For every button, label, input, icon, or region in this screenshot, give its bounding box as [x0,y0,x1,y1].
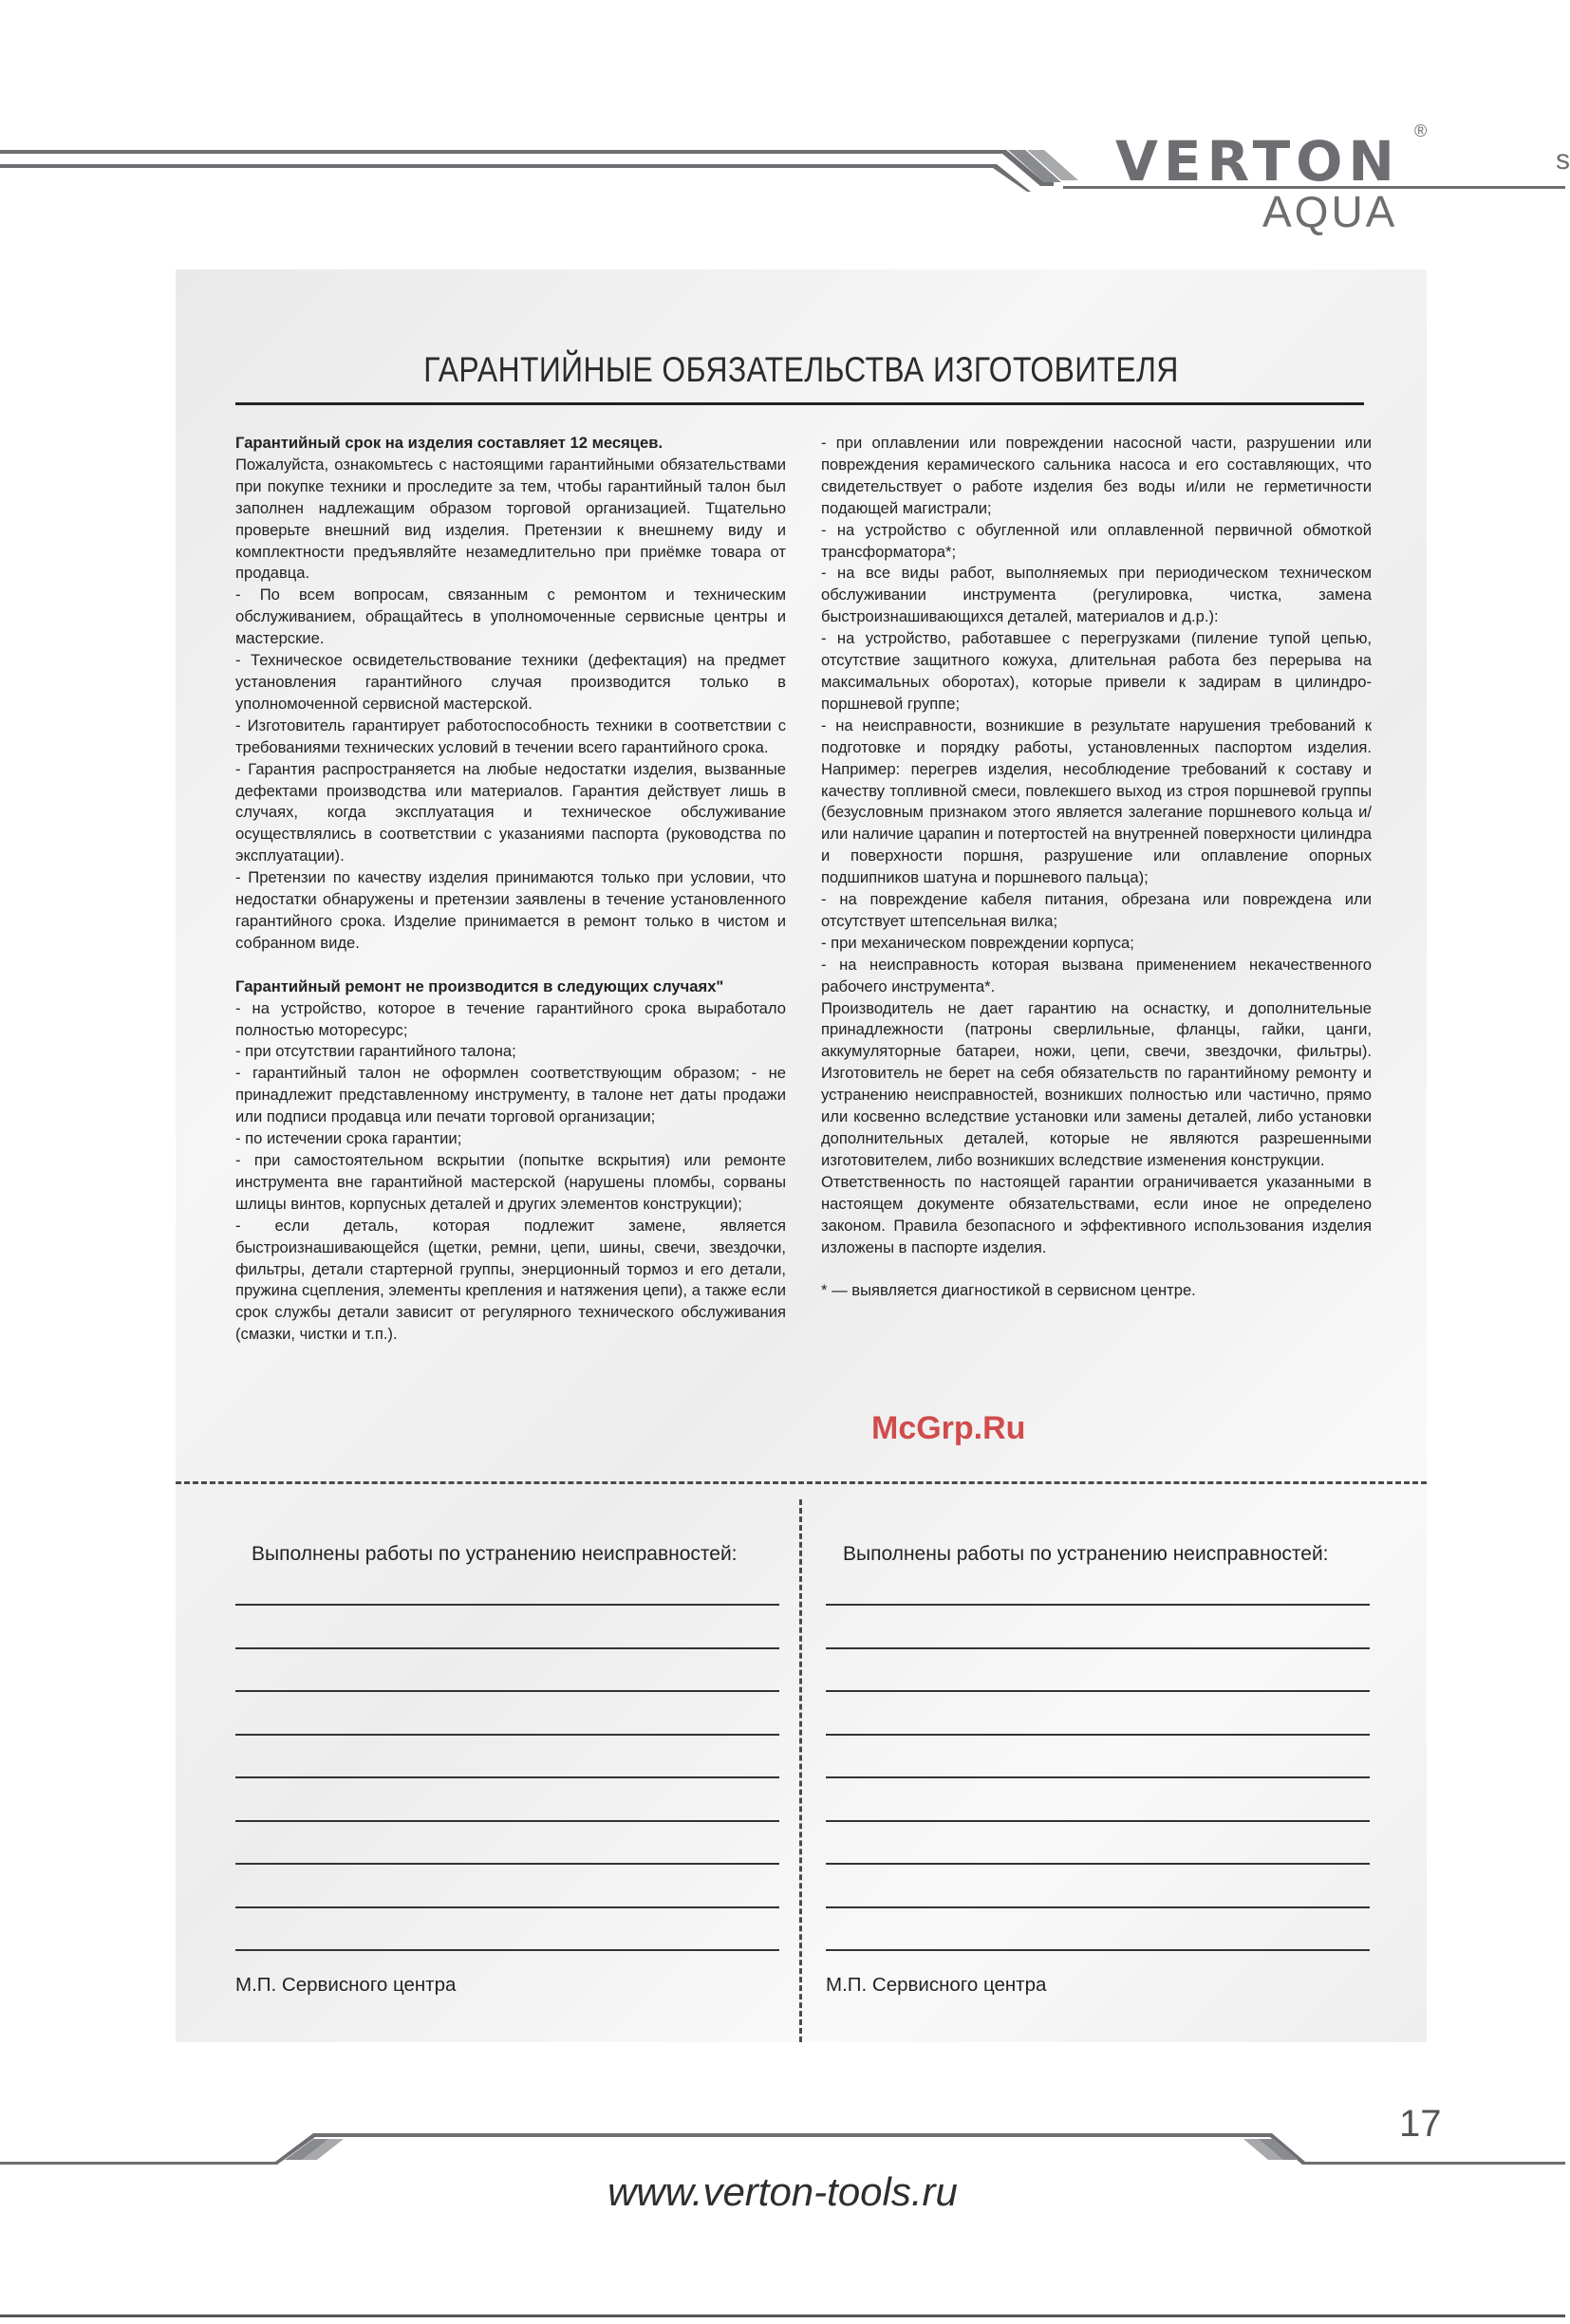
write-in-line[interactable] [826,1776,1370,1778]
paragraph: - если деталь, которая подлежит замене, является быстроизнашивающейся (щетки, ремни, цепи, шины, свечи, звездочки, фильтры, детали стартерной группы, энерционный тормоз и его детали, пружина сцепления, элементы крепления и натяжения цепи), а также если срок службы детали зависит от регулярного технического обслуживания (смазки, чистки и т.п.). [235,1216,786,1344]
paragraph: - Изготовитель гарантирует работоспособность техники в соответствии с требованиями технических условий в течении всего гарантийного срока. [235,716,786,756]
form-divider [799,1499,802,2042]
paragraph: * — выявляется диагностикой в сервисном центре. [821,1281,1196,1300]
paragraph: - на устройство с обугленной или оплавленной первичной обмоткой трансформатора*; [821,520,1372,561]
paragraph-gap [821,1258,1372,1280]
write-in-line[interactable] [235,1690,779,1692]
paragraph: Производитель не дает гарантию на оснастку, и дополнительные принадлежности (патроны сверлильные, фланцы, гайки, цанги, аккумуляторные батареи, ножи, цепи, свечи, звездочки, фильтры). Изготовитель не берет на себя обязательств по гарантийному ремонту и устранению неисправностей, возникших полностью или частично, прямо или косвенно вследствие установки или замены деталей, либо установки дополнительных деталей, которые не являются разрешенными изготовителем, либо возникших вследствие изменения конструкции. [821,998,1372,1169]
paragraph: - на повреждение кабеля питания, обрезана или повреждена или отсутствует штепсельная вилка; [821,890,1372,930]
brand-subline: AQUA [1262,187,1398,236]
write-in-line[interactable] [826,1820,1370,1822]
paragraph: - на неисправности, возникшие в результате нарушения требований к подготовке и порядку работы, установленных паспортом изделия. Например: перегрев изделия, несоблюдение требований к составу и качеству топливной смеси, повлекшего выход из строя поршневой группы (безусловным признаком этого является залегание поршневого кольца и/или наличие царапин и потертостей на внутренней поверхности цилиндра и поверхности поршня, разрушение или оплавление опорных подшипников шатуна и поршневого пальца); [821,716,1372,887]
page-number: 17 [1399,2103,1442,2145]
write-in-line[interactable] [826,1604,1370,1606]
paragraph: Ответственность по настоящей гарантии ограничивается указанными в настоящем документе обязательствами, если иное не определено законом. Правила безопасного и эффективного использования изделия изложены в паспорте изделия. [821,1172,1372,1256]
write-in-line[interactable] [235,1604,779,1606]
right-stamp-label: М.П. Сервисного центра [826,1974,1047,1996]
left-form-title: Выполнены работы по устранению неисправностей: [252,1543,738,1565]
watermark-text: McGrp.Ru [871,1410,1026,1446]
right-text-column [821,433,1372,1302]
paragraph-gap [235,955,786,976]
brand-name: VERTON [1115,129,1400,194]
cut-line [176,1481,1427,1484]
warranty-document [176,270,1427,2042]
paragraph: - по истечении срока гарантии; [235,1129,462,1148]
section-heading: Гарантийный ремонт не производится в следующих случаях" [235,976,724,995]
right-form-title: Выполнены работы по устранению неисправностей: [843,1543,1329,1565]
cropped-edge-glyph: s [1556,144,1570,176]
paragraph: - при механическом повреждении корпуса; [821,933,1134,952]
paragraph: - на устройство, работавшее с перегрузками (пиление тупой цепью, отсутствие защитного кожуха, длительная работа без перерыва на максимальных оборотах), которые привели к задирам в цилиндро-поршневой группе; [821,629,1372,713]
left-stamp-label: М.П. Сервисного центра [235,1974,457,1996]
paragraph: - на все виды работ, выполняемых при периодическом техническом обслуживании инструмента (регулировка, чистка, замена быстроизнашивающихся деталей, материалов и д.р.): [821,564,1372,626]
write-in-line[interactable] [826,1949,1370,1951]
paragraph: - на неисправность которая вызвана применением некачественного рабочего инструмента*. [821,955,1372,995]
document-title: ГАРАНТИЙНЫЕ ОБЯЗАТЕЛЬСТВА ИЗГОТОВИТЕЛЯ [423,350,1179,389]
paragraph: - при самостоятельном вскрытии (попытке вскрытия) или ремонте инструмента вне гарантийной мастерской (нарушены пломбы, сорваны шлицы винтов, корпусных деталей и других элементов конструкции); [235,1151,786,1213]
left-text-column [235,433,786,1346]
write-in-line[interactable] [235,1647,779,1649]
section-heading: Гарантийный срок на изделия составляет 12 месяцев. [235,434,664,452]
write-in-line[interactable] [826,1734,1370,1736]
paragraph: - По всем вопросам, связанным с ремонтом и техническим обслуживанием, обращайтесь в уполномоченные сервисные центры и мастерские. [235,586,786,648]
write-in-line[interactable] [826,1690,1370,1692]
footer-stripe [0,2129,1565,2167]
paragraph: - при оплавлении или повреждении насосной части, разрушении или повреждения керамического сальника насоса и его составляющих, что свидетельствует о работе изделия без воды и/или не герметичности подающей магистрали; [821,434,1372,517]
paragraph: Пожалуйста, ознакомьтесь с настоящими гарантийными обязательствами при покупке техники и проследите за тем, чтобы гарантийный талон был заполнен надлежащим образом торговой организацией. Тщательно проверьте внешний вид изделия. Претензии к внешнему виду и комплектности предъявляйте незамедлительно при приёмке товара от продавца. [235,455,786,583]
write-in-line[interactable] [235,1734,779,1736]
paragraph: - Техническое освидетельствование техники (дефектация) на предмет установления гарантийного случая производится только в уполномоченной сервисной мастерской. [235,651,786,713]
bottom-edge-rule [0,2315,1565,2317]
registered-mark: ® [1414,121,1428,140]
write-in-line[interactable] [235,1949,779,1951]
paragraph: - Претензии по качеству изделия принимаются только при условии, что недостатки обнаружены и претензии заявлены в течение установленного гарантийного срока. Изделие принимается в ремонт только в чистом и собранном виде. [235,868,786,952]
write-in-line[interactable] [826,1863,1370,1865]
paragraph: - при отсутствии гарантийного талона; [235,1042,516,1061]
write-in-line[interactable] [235,1863,779,1865]
write-in-line[interactable] [826,1647,1370,1649]
write-in-line[interactable] [235,1820,779,1822]
write-in-line[interactable] [235,1776,779,1778]
write-in-line[interactable] [235,1906,779,1908]
paragraph: - гарантийный талон не оформлен соответствующим образом; - не принадлежит представленному инструменту, в талоне нет даты продажи или подписи продавца или печати торговой организации; [235,1064,786,1126]
write-in-line[interactable] [826,1906,1370,1908]
website-url: www.verton-tools.ru [607,2169,958,2214]
paragraph: - Гарантия распространяется на любые недостатки изделия, вызванные дефектами производства или материалов. Гарантия действует лишь в случаях, когда эксплуатация и техническое обслуживание осуществлялись в соответствии с указаниями паспорта (руководства по эксплуатации). [235,759,786,865]
paragraph: - на устройство, которое в течение гарантийного срока выработало полностью моторесурс; [235,998,786,1039]
title-underline [235,402,1364,405]
